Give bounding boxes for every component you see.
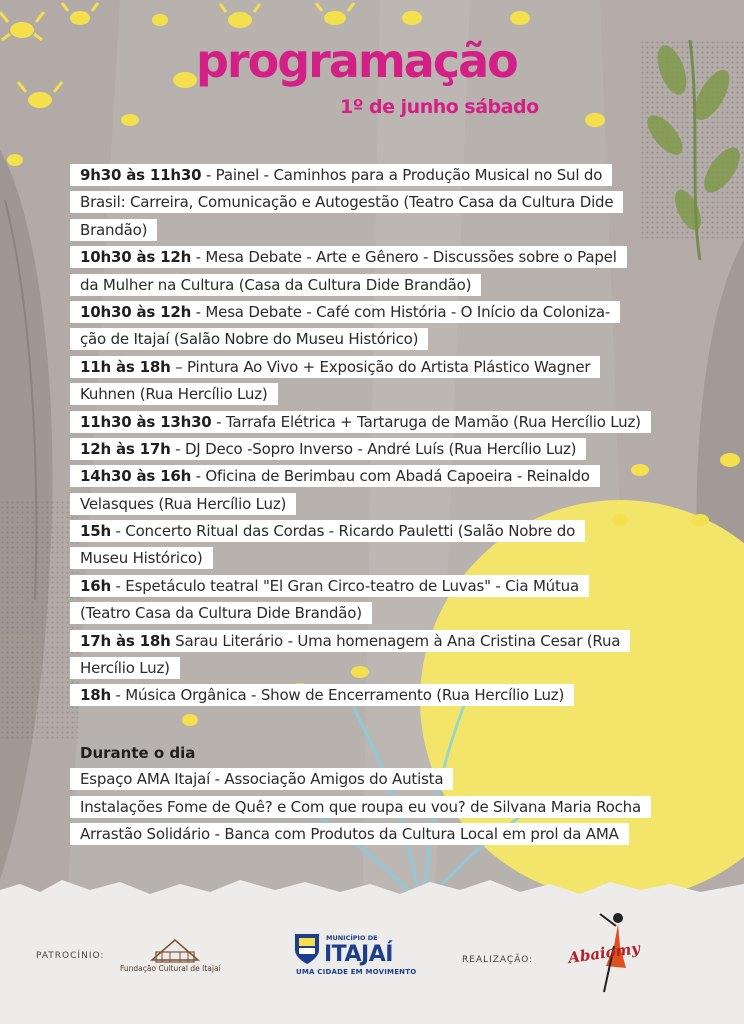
during-day-item xyxy=(70,823,651,851)
schedule-time: 10h30 às 12h xyxy=(80,302,192,321)
schedule-time: 14h30 às 16h xyxy=(80,467,192,486)
abaiomy-logo-text: Abaiomy xyxy=(567,939,642,967)
schedule-line-box xyxy=(70,602,372,624)
schedule-text: - Música Orgânica - Show de Encerramento (Rua Hercílio Luz) xyxy=(110,686,565,705)
schedule-line-box xyxy=(70,411,651,433)
schedule-line-box xyxy=(70,547,213,569)
schedule-time: 11h30 às 13h30 xyxy=(80,412,212,431)
schedule-line-box xyxy=(70,219,157,241)
schedule-line xyxy=(70,411,651,438)
schedule-list xyxy=(70,164,651,712)
schedule-time: 15h xyxy=(80,522,111,541)
schedule-line-box xyxy=(70,301,620,323)
schedule-line xyxy=(70,547,651,574)
schedule-line xyxy=(70,493,651,520)
schedule-text: Sarau Literário - Uma homenagem à Ana Cristina Cesar (Rua xyxy=(170,631,621,650)
schedule-line-box xyxy=(70,657,180,679)
schedule-time: 9h30 às 11h30 xyxy=(80,166,202,184)
schedule-line xyxy=(70,274,651,301)
schedule-line xyxy=(70,164,651,191)
schedule-line-box xyxy=(70,246,627,268)
schedule-text: - DJ Deco -Sopro Inverso - André Luís (Rua Hercílio Luz) xyxy=(170,439,577,458)
during-day-item xyxy=(70,768,651,796)
schedule-text: da Mulher na Cultura (Casa da Cultura Dide Brandão) xyxy=(80,275,472,294)
schedule-line xyxy=(70,191,651,218)
schedule-line xyxy=(70,520,651,547)
schedule-line xyxy=(70,657,651,684)
schedule-text: - Espetáculo teatral "El Gran Circo-teatro de Luvas" - Cia Mútua xyxy=(110,576,579,595)
schedule-text: - Concerto Ritual das Cordas - Ricardo Pauletti (Salão Nobre do xyxy=(110,522,576,541)
schedule-line xyxy=(70,246,651,273)
page-title: programação xyxy=(196,34,517,88)
schedule-line xyxy=(70,328,651,355)
schedule-time: 16h xyxy=(80,576,111,595)
during-day-title: Durante o dia xyxy=(80,744,196,762)
schedule-text: (Teatro Casa da Cultura Dide Brandão) xyxy=(80,604,362,623)
city-slogan: UMA CIDADE EM MOVIMENTO xyxy=(296,968,417,976)
page-subtitle: 1º de junho sábado xyxy=(340,96,539,118)
sponsor-name: Fundação Cultural de Itajaí xyxy=(120,964,221,973)
city-name: ITAJAÍ xyxy=(324,942,393,967)
schedule-line-box xyxy=(70,520,585,542)
schedule-text: Museu Histórico) xyxy=(80,549,203,568)
schedule-line-box xyxy=(70,274,481,296)
schedule-line xyxy=(70,438,651,465)
during-day-item xyxy=(70,796,651,824)
during-day-item-text: Espaço AMA Itajaí - Associação Amigos do Autista xyxy=(70,768,453,790)
schedule-line xyxy=(70,383,651,410)
schedule-text: - Mesa Debate - Café com História - O Início da Coloniza- xyxy=(191,302,611,321)
schedule-time: 18h xyxy=(80,686,111,705)
schedule-time: 12h às 17h xyxy=(80,439,171,458)
schedule-text: Brasil: Carreira, Comunicação e Autogestão (Teatro Casa da Cultura Dide xyxy=(80,193,614,212)
schedule-line xyxy=(70,356,651,383)
schedule-line-box xyxy=(70,383,278,405)
schedule-text: - Mesa Debate - Arte e Gênero - Discussões sobre o Papel xyxy=(191,248,617,267)
schedule-line-box xyxy=(70,191,623,213)
schedule-time: 17h às 18h xyxy=(80,631,171,650)
schedule-text: ção de Itajaí (Salão Nobre do Museu Histórico) xyxy=(80,330,419,349)
schedule-text: - Tarrafa Elétrica + Tartaruga de Mamão (Rua Hercílio Luz) xyxy=(211,412,641,431)
schedule-line-box xyxy=(70,164,612,186)
schedule-text: Brandão) xyxy=(80,220,148,239)
schedule-line-box xyxy=(70,328,428,350)
schedule-time: 10h30 às 12h xyxy=(80,248,192,267)
realization-label: REALIZAÇÃO: xyxy=(462,955,534,965)
schedule-line-box xyxy=(70,465,600,487)
schedule-time: 11h às 18h xyxy=(80,357,171,376)
schedule-text: Hercílio Luz) xyxy=(80,659,170,678)
schedule-line-box xyxy=(70,630,630,652)
schedule-text: - Painel - Caminhos para a Produção Musical no Sul do xyxy=(201,166,603,184)
schedule-text: Kuhnen (Rua Hercílio Luz) xyxy=(80,385,268,404)
schedule-line-box xyxy=(70,684,574,706)
itajai-coat-of-arms-icon xyxy=(292,930,322,966)
sponsor-label: PATROCÍNIO: xyxy=(36,951,105,961)
schedule-line xyxy=(70,602,651,629)
during-day-item-text: Arrastão Solidário - Banca com Produtos da Cultura Local em prol da AMA xyxy=(70,823,629,845)
city-prefix: MUNICÍPIO DE xyxy=(326,934,378,942)
schedule-text: – Pintura Ao Vivo + Exposição do Artista Plástico Wagner xyxy=(170,357,591,376)
schedule-line-box xyxy=(70,575,589,597)
schedule-line-box xyxy=(70,438,586,460)
schedule-line-box xyxy=(70,356,600,378)
schedule-line xyxy=(70,301,651,328)
schedule-line xyxy=(70,465,651,492)
schedule-text: Velasques (Rua Hercílio Luz) xyxy=(80,494,287,513)
schedule-text: - Oficina de Berimbau com Abadá Capoeira - Reinaldo xyxy=(191,467,590,486)
schedule-line xyxy=(70,630,651,657)
schedule-line xyxy=(70,219,651,246)
schedule-line-box xyxy=(70,493,296,515)
schedule-line xyxy=(70,575,651,602)
during-day-list xyxy=(70,768,651,851)
during-day-item-text: Instalações Fome de Quê? e Com que roupa eu vou? de Silvana Maria Rocha xyxy=(70,796,651,818)
schedule-line xyxy=(70,684,651,711)
